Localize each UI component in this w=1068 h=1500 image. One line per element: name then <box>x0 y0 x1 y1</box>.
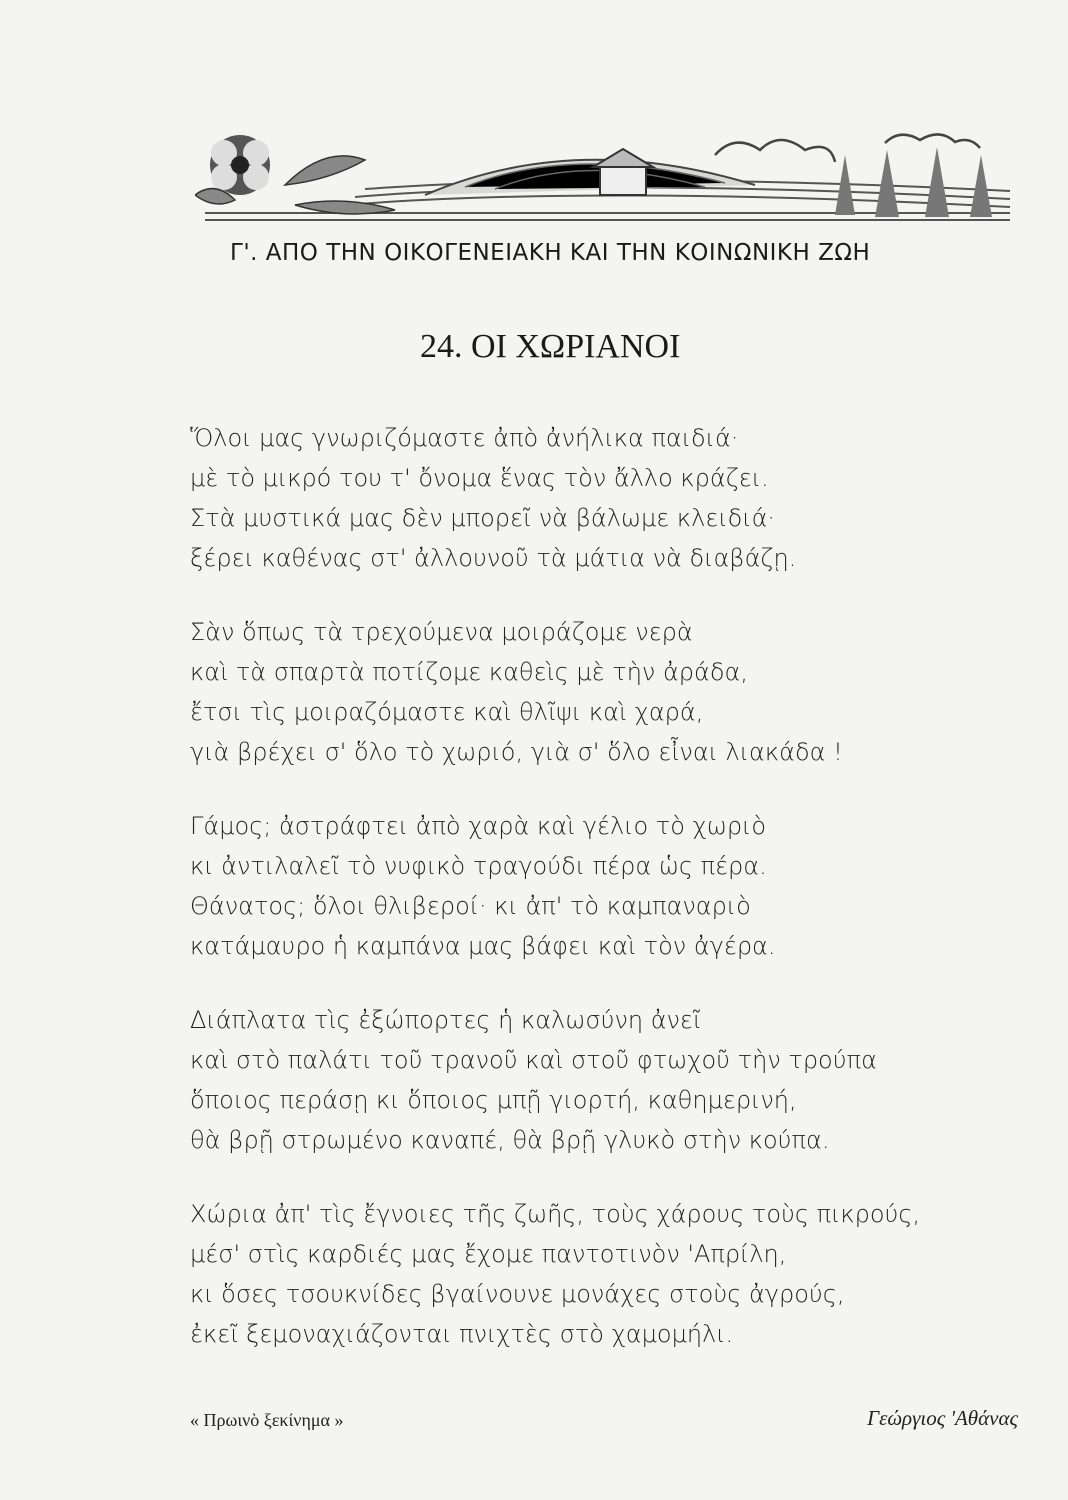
poem-line: Διάπλατα τὶς ἐξώπορτες ἡ καλωσύνη ἀνεῖ <box>190 1006 702 1034</box>
landscape-engraving-icon <box>195 125 1020 225</box>
poem-line: κι ἀντιλαλεῖ τὸ νυφικὸ τραγούδι πέρα ὡς πέρα. <box>190 852 767 880</box>
poem-title: 24. ΟΙ ΧΩΡΙΑΝΟΙ <box>420 328 681 365</box>
poem-line: κι ὅσες τσουκνίδες βγαίνουνε μονάχες στοὺς ἀγρούς, <box>190 1280 845 1308</box>
stanza <box>190 612 1050 772</box>
author-name: Γεώργιος 'Αθάνας <box>867 1406 1018 1430</box>
poem-line: Γάμος; ἀστράφτει ἀπὸ χαρὰ καὶ γέλιο τὸ χωριὸ <box>190 812 767 840</box>
stanza <box>190 1000 1050 1160</box>
poem-line: ὅποιος περάσῃ κι ὅποιος μπῇ γιορτή, καθημερινή, <box>190 1086 797 1114</box>
poem-line: μὲ τὸ μικρό του τ' ὄνομα ἕνας τὸν ἄλλο κράζει. <box>190 464 769 492</box>
poem-body <box>190 418 1050 1388</box>
stanza <box>190 806 1050 966</box>
poem-line: ἔτσι τὶς μοιραζόμαστε καὶ θλῖψι καὶ χαρά, <box>190 698 704 726</box>
poem-line: ξέρει καθένας στ' ἀλλουνοῦ τὰ μάτια νὰ διαβάζῃ. <box>190 544 797 572</box>
poem-line: γιὰ βρέχει σ' ὅλο τὸ χωριό, γιὰ σ' ὅλο εἶναι λιακάδα ! <box>190 738 843 766</box>
poem-line: καὶ τὰ σπαρτὰ ποτίζομε καθεὶς μὲ τὴν ἀράδα, <box>190 658 748 686</box>
poem-line: κατάμαυρο ἡ καμπάνα μας βάφει καὶ τὸν ἀγέρα. <box>190 932 776 960</box>
poem-line: θὰ βρῇ στρωμένο καναπέ, θὰ βρῇ γλυκὸ στὴν κούπα. <box>190 1126 830 1154</box>
poem-line: Στὰ μυστικά μας δὲν μπορεῖ νὰ βάλωμε κλειδιά· <box>190 504 776 532</box>
poem-line: ἐκεῖ ξεμοναχιάζονται πνιχτὲς στὸ χαμομήλι. <box>190 1320 734 1348</box>
stanza <box>190 1194 1050 1354</box>
stanza <box>190 418 1050 578</box>
poem-line: καὶ στὸ παλάτι τοῦ τρανοῦ καὶ στοῦ φτωχοῦ τὴν τρούπα <box>190 1046 877 1074</box>
section-title: Γ'. ΑΠΟ ΤΗΝ ΟΙΚΟΓΕΝΕΙΑΚΗ ΚΑΙ ΤΗΝ ΚΟΙΝΩΝΙΚΗ ΖΩΗ <box>230 240 871 266</box>
poem-line: Χώρια ἀπ' τὶς ἔγνοιες τῆς ζωῆς, τοὺς χάρους τοὺς πικρούς, <box>190 1200 921 1228</box>
poem-line: μέσ' στὶς καρδιές μας ἔχομε παντοτινὸν 'Απρίλη, <box>190 1240 787 1268</box>
source-citation: « Πρωινὸ ξεκίνημα » <box>190 1410 344 1430</box>
poem-line: Σὰν ὅπως τὰ τρεχούμενα μοιράζομε νερὰ <box>190 618 693 646</box>
poem-line: Θάνατος; ὅλοι θλιβεροί· κι ἀπ' τὸ καμπαναριὸ <box>190 892 751 920</box>
poem-line: Ὅλοι μας γνωριζόμαστε ἀπὸ ἀνήλικα παιδιά· <box>190 424 739 452</box>
